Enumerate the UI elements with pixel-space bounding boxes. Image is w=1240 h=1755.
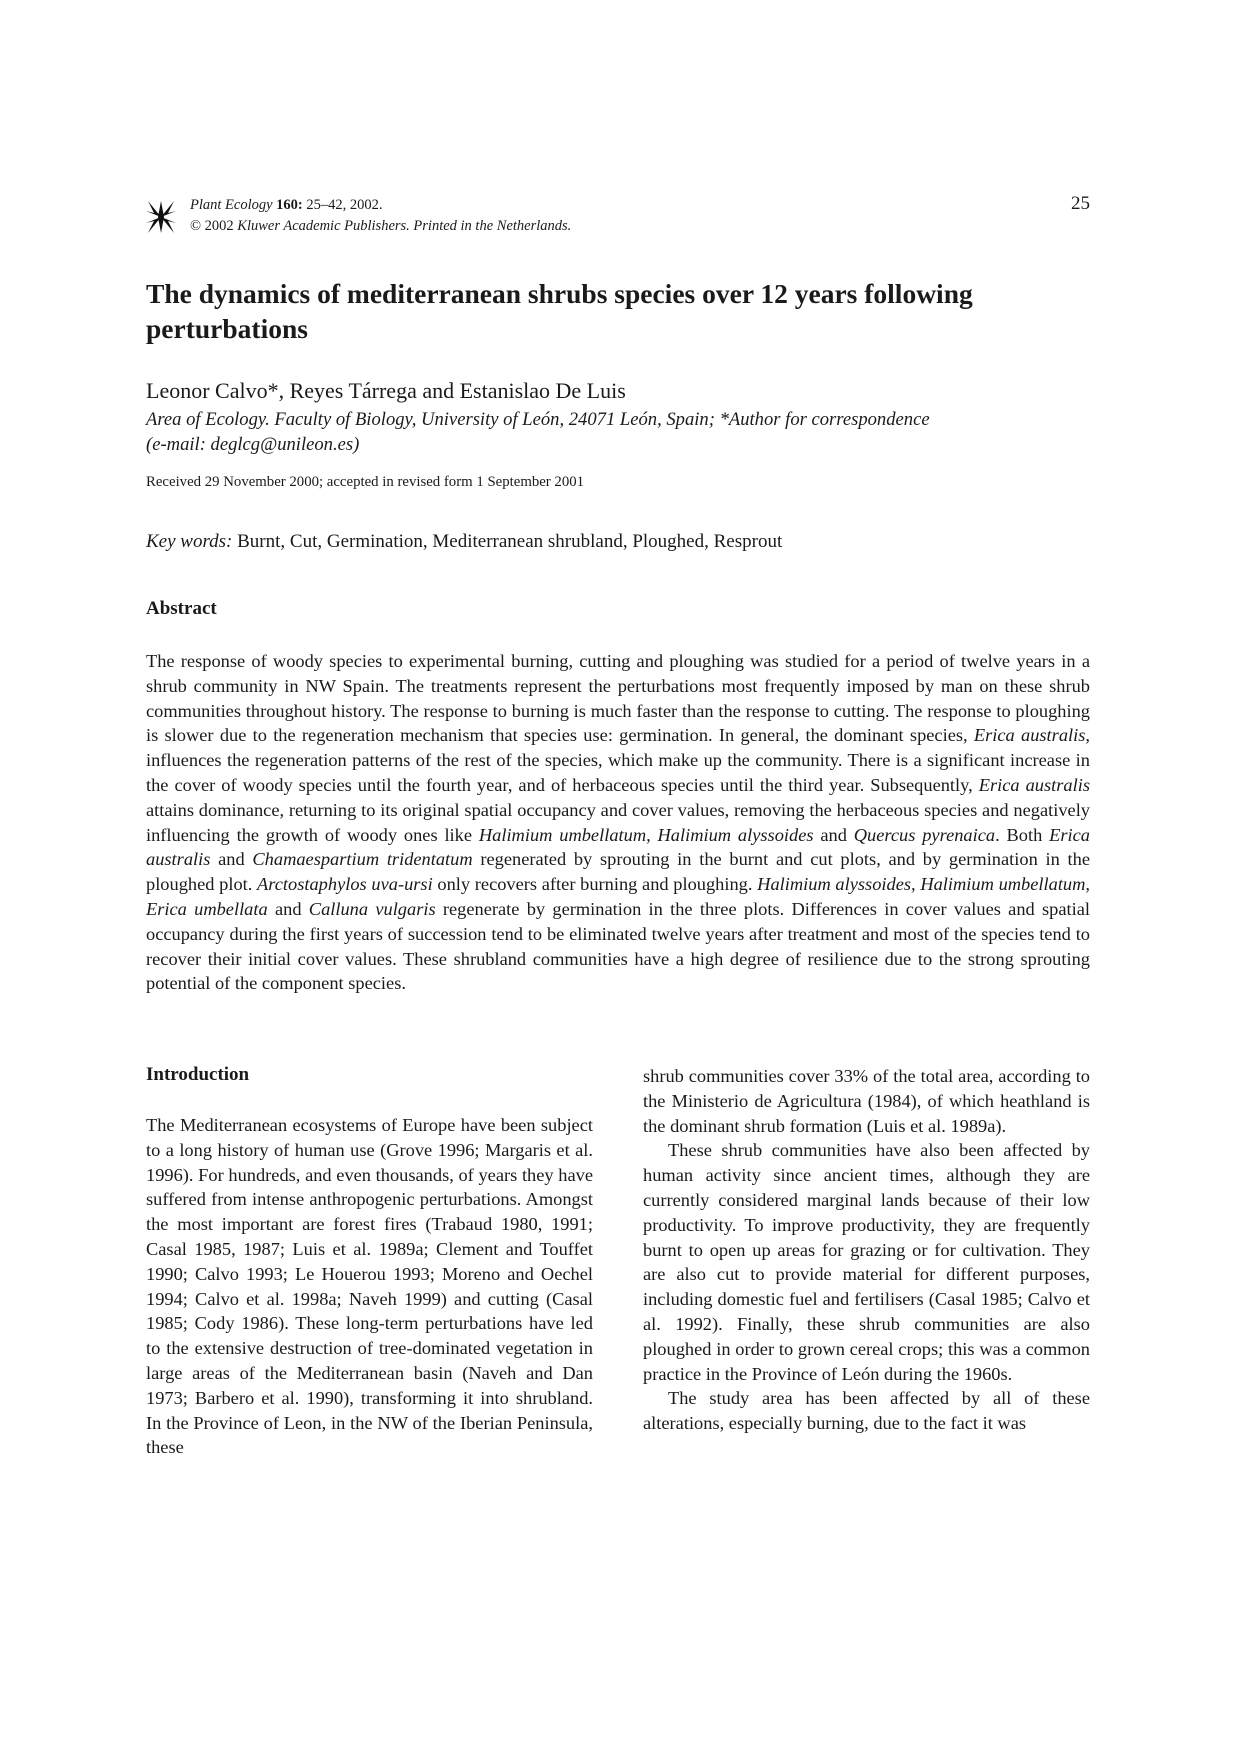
species-name: Halimium alyssoides, Halimium umbellatum, Erica umbellata bbox=[146, 874, 1091, 919]
copyright-text: Kluwer Academic Publishers. Printed in the Netherlands. bbox=[237, 218, 572, 234]
species-name: Erica australis bbox=[978, 774, 1090, 795]
abstract-segment: , influences the regeneration patterns of the rest of the species, which make up the community. There is a significant increase in the cover of woody species until the fourth year, and of herbaceous species until the third year. Subsequently, bbox=[146, 725, 1091, 795]
affiliation bbox=[146, 407, 1090, 457]
intro-paragraph-1: The Mediterranean ecosystems of Europe have been subject to a long history of human use (Grove 1996; Margaris et al. 1996). For hundreds, and even thousands, of years they have suffered from intense anthropogenic perturbations. Amongst the most important are forest fires (Trabaud 1980, 1991; Casal 1985, 1987; Luis et al. 1989a; Clement and Touffet 1990; Calvo 1993; Le Houerou 1993; Moreno and Oechel 1994; Calvo et al. 1998a; Naveh 1999) and cutting (Casal 1985; Cody 1986). These long-term perturbations have led to the extensive destruction of tree-dominated vegetation in large areas of the Mediterranean basin (Naveh and Dan 1973; Barbero et al. 1990), transforming it into shrubland. In the Province of Leon, in the NW of the Iberian Peninsula, these bbox=[146, 1115, 593, 1458]
species-name: Erica australis bbox=[973, 725, 1086, 746]
journal-pages-year: 25–42, 2002. bbox=[302, 197, 383, 213]
article-title: The dynamics of mediterranean shrubs species over 12 years following perturbations bbox=[146, 278, 973, 344]
authors: Leonor Calvo*, Reyes Tárrega and Estanislao De Luis bbox=[146, 378, 626, 403]
abstract-segment: and bbox=[267, 898, 309, 919]
intro-paragraph-3: The study area has been affected by all of these alterations, especially burning, due to the fact it was bbox=[643, 1388, 1090, 1434]
abstract-segment: regenerated by sprouting in the burnt and cut plots, and by germination in the ploughed plot. bbox=[146, 849, 1090, 895]
species-name: Quercus pyrenaica bbox=[853, 824, 996, 845]
copyright-prefix: © 2002 bbox=[190, 218, 238, 234]
affiliation-line-1: Area of Ecology. Faculty of Biology, University of León, 24071 León, Spain; *Author for correspondence bbox=[146, 409, 930, 430]
introduction-heading: Introduction bbox=[146, 1064, 250, 1085]
abstract-text bbox=[146, 649, 1090, 996]
abstract-segment: and bbox=[813, 824, 854, 845]
page-number: 25 bbox=[1071, 193, 1090, 214]
left-column bbox=[146, 1113, 593, 1460]
abstract-segment: only recovers after burning and ploughing. bbox=[432, 874, 758, 895]
species-name: Arctostaphylos uva-ursi bbox=[257, 874, 433, 895]
abstract-segment: regenerate by germination in the three plots. Differences in cover values and spatial occupancy during the first years of succession tend to be eliminated twelve years after treatment and most of the species tend to recover their initial cover values. These shrubland communities have a high degree of resilience due to the strong sprouting potential of the component species. bbox=[146, 898, 1090, 994]
intro-paragraph-2: These shrub communities have also been affected by human activity since ancient times, although they are currently considered marginal lands because of their low productivity. To improve productivity, they are frequently burnt to open up areas for grazing or for cultivation. They are also cut to provide material for different purposes, including domestic fuel and fertilisers (Casal 1985; Calvo et al. 1992). Finally, these shrub communities are also ploughed in order to grown cereal crops; this was a common practice in the Province of León during the 1960s. bbox=[643, 1140, 1090, 1384]
abstract-segment: and bbox=[210, 849, 253, 870]
keywords-list: Burnt, Cut, Germination, Mediterranean shrubland, Ploughed, Resprout bbox=[232, 531, 783, 552]
keywords bbox=[146, 531, 782, 553]
abstract-heading: Abstract bbox=[146, 598, 217, 619]
species-name: Chamaespartium tridentatum bbox=[252, 849, 473, 870]
species-name: Erica australis bbox=[146, 824, 1090, 870]
keywords-label: Key words: bbox=[146, 531, 233, 552]
journal-citation bbox=[190, 195, 571, 237]
abstract-segment: . Both bbox=[995, 824, 1050, 845]
journal-volume: 160: bbox=[276, 197, 303, 213]
received-dates: Received 29 November 2000; accepted in revised form 1 September 2001 bbox=[146, 474, 585, 490]
journal-name: Plant Ecology bbox=[190, 197, 273, 213]
abstract-segment: attains dominance, returning to its original spatial occupancy and cover values, removing the herbaceous species and negatively influencing the growth of woody ones like bbox=[146, 799, 1090, 845]
affiliation-line-2: (e-mail: deglcg@unileon.es) bbox=[146, 434, 360, 455]
abstract-segment: The response of woody species to experimental burning, cutting and ploughing was studied for a period of twelve years in a shrub community in NW Spain. The treatments represent the perturbations most frequently imposed by man on these shrub communities throughout history. The response to burning is much faster than the response to cutting. The response to ploughing is slower due to the regeneration mechanism that species use: germination. In general, the dominant species, bbox=[146, 651, 1090, 746]
species-name: Calluna vulgaris bbox=[308, 898, 436, 919]
journal-header bbox=[146, 195, 1090, 241]
publisher-logo-icon bbox=[146, 197, 176, 237]
species-name: Halimium umbellatum, Halimium alyssoides bbox=[478, 824, 814, 845]
right-column bbox=[643, 1064, 1090, 1436]
intro-paragraph-1-cont: shrub communities cover 33% of the total area, according to the Ministerio de Agricultura (1984), of which heathland is the dominant shrub formation (Luis et al. 1989a). bbox=[643, 1066, 1090, 1136]
